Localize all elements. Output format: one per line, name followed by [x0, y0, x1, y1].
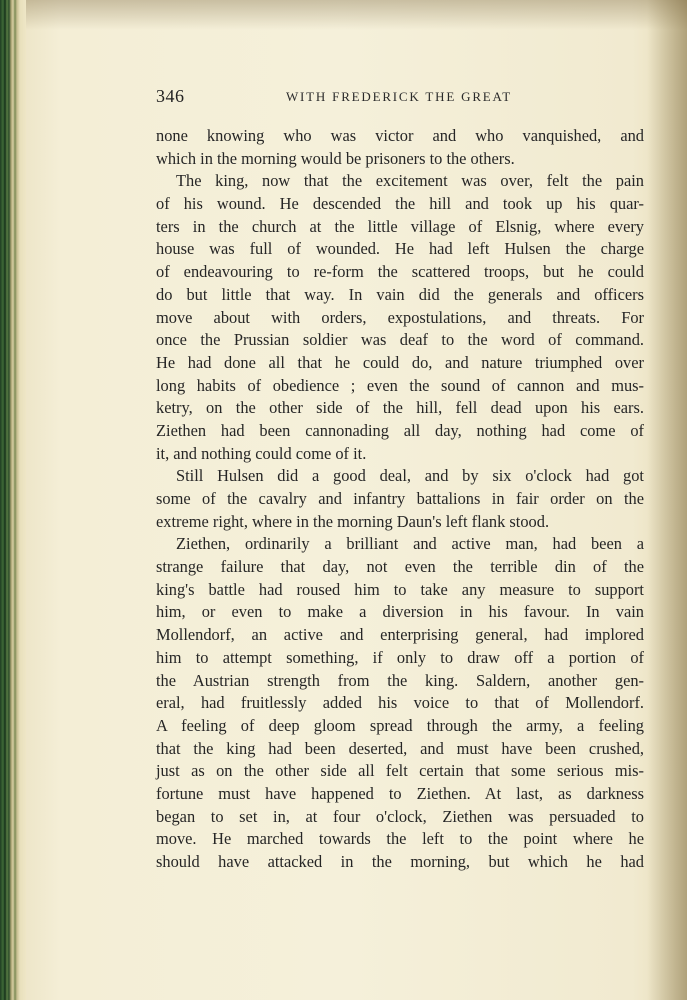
text-line: some of the cavalry and infantry battalions in fair order on the	[156, 489, 644, 508]
body-text	[156, 125, 644, 874]
text-line: him, or even to make a diversion in his favour. In vain	[156, 602, 644, 622]
text-line: extreme right, where in the morning Daun's left flank stood.	[156, 511, 550, 531]
text-line: of endeavouring to re-form the scattered troops, but he could	[156, 262, 644, 282]
text-line: the Austrian strength from the king. Saldern, another gen-	[156, 670, 644, 690]
text-line: long habits of obedience ; even the sound of cannon and mus-	[156, 375, 644, 395]
text-line: Ziethen had been cannonading all day, nothing had come of	[156, 420, 644, 440]
text-line: which in the morning would be prisoners to the others.	[156, 148, 515, 168]
book-spine-edge	[0, 0, 26, 1000]
page-right-shadow	[647, 0, 687, 1000]
running-head	[156, 86, 642, 110]
text-line: ters in the church at the little village of Elsnig, where every	[156, 216, 644, 236]
text-line: it, and nothing could come of it.	[156, 443, 367, 463]
text-line: Ziethen, ordinarily a brilliant and active man, had been a	[176, 534, 644, 554]
running-title: WITH FREDERICK THE GREAT	[285, 89, 513, 104]
text-line: fortune must have happened to Ziethen. At last, as darkness	[156, 783, 644, 803]
text-line: Still Hulsen did a good deal, and by six o'clock had got	[176, 466, 644, 486]
text-line: do but little that way. In vain did the generals and officers	[156, 284, 644, 304]
text-line: move. He marched towards the left to the point where he	[156, 829, 644, 849]
text-line: should have attacked in the morning, but which he had	[156, 852, 644, 871]
text-line: began to set in, at four o'clock, Ziethen was persuaded to	[156, 806, 644, 826]
text-line: A feeling of deep gloom spread through the army, a feeling	[156, 715, 644, 735]
page-number: 346	[156, 86, 185, 106]
text-line: Mollendorf, an active and enterprising general, had implored	[156, 625, 644, 645]
text-line: once the Prussian soldier was deaf to the word of command.	[156, 330, 644, 350]
text-line: move about with orders, expostulations, and threats. For	[156, 307, 644, 327]
text-line: him to attempt something, if only to draw off a portion of	[156, 647, 644, 667]
page-top-shadow	[0, 0, 687, 30]
text-line: none knowing who was victor and who vanquished, and	[156, 126, 644, 145]
text-line: eral, had fruitlessly added his voice to that of Mollendorf.	[156, 693, 644, 713]
text-line: ketry, on the other side of the hill, fell dead upon his ears.	[156, 398, 644, 418]
text-line: just as on the other side all felt certain that some serious mis-	[156, 761, 644, 781]
text-line: He had done all that he could do, and nature triumphed over	[156, 352, 644, 372]
text-line: strange failure that day, not even the terrible din of the	[156, 557, 644, 577]
text-line: king's battle had roused him to take any measure to support	[156, 579, 644, 599]
text-line: house was full of wounded. He had left Hulsen the charge	[156, 239, 644, 259]
text-line: that the king had been deserted, and must have been crushed,	[156, 738, 644, 758]
text-line: of his wound. He descended the hill and took up his quar-	[156, 194, 644, 214]
text-line: The king, now that the excitement was over, felt the pain	[176, 171, 644, 191]
